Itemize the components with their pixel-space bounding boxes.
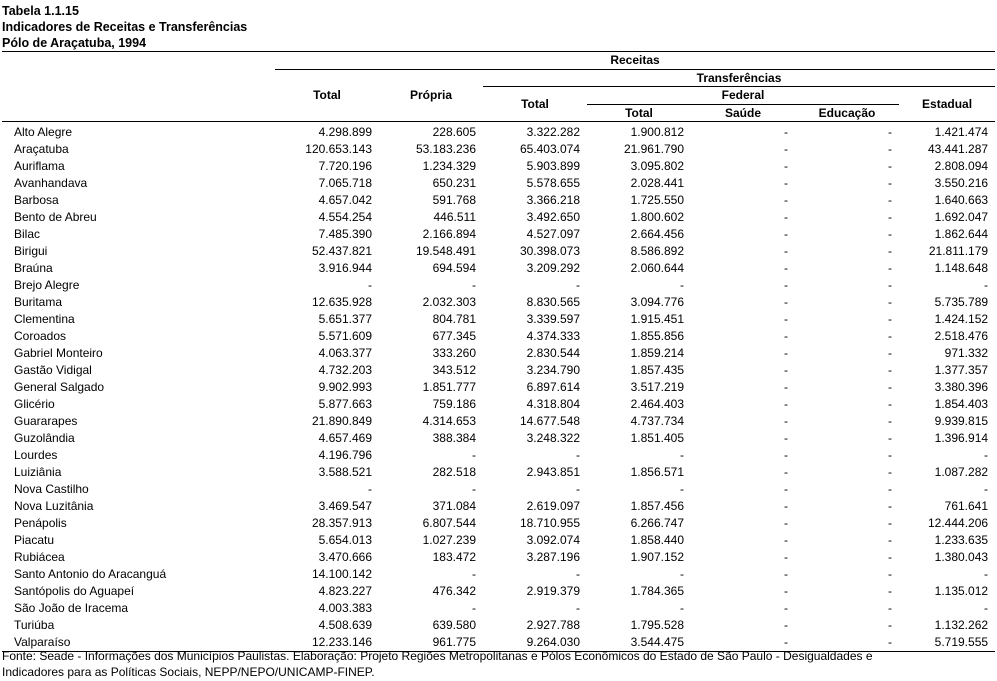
cell-transf-total: 5.578.655 xyxy=(526,176,580,190)
cell-saude: - xyxy=(784,431,788,445)
table-row xyxy=(2,566,995,583)
cell-estadual: 21.811.179 xyxy=(928,244,989,258)
cell-propria: 694.594 xyxy=(432,261,476,275)
cell-saude: - xyxy=(784,210,788,224)
cell-estadual: - xyxy=(984,567,989,581)
table-row xyxy=(2,260,995,277)
cell-transf-total: 65.403.074 xyxy=(519,142,580,156)
cell-propria: 677.345 xyxy=(432,329,476,343)
cell-total: 3.470.666 xyxy=(318,550,372,564)
cell-educacao: - xyxy=(888,397,892,411)
cell-transf-total: - xyxy=(576,601,580,615)
municipio-name: Nova Castilho xyxy=(14,482,89,496)
cell-educacao: - xyxy=(795,634,899,652)
cell-transf-total: 2.919.379 xyxy=(526,584,580,598)
table-row xyxy=(2,379,995,396)
cell-total: 4.003.383 xyxy=(318,601,372,615)
cell-estadual: - xyxy=(984,482,989,496)
cell-total: 21.890.849 xyxy=(311,414,372,428)
cell-federal-total: 1.856.571 xyxy=(630,465,684,479)
cell-total: 4.823.227 xyxy=(318,584,372,598)
cell-estadual: 2.808.094 xyxy=(934,159,989,173)
table-row xyxy=(2,294,995,311)
cell-saude: - xyxy=(784,278,788,292)
municipio-name: Guzolândia xyxy=(14,431,75,445)
table-row xyxy=(2,583,995,600)
cell-educacao: - xyxy=(888,193,892,207)
cell-transf-total: - xyxy=(576,482,580,496)
table-row xyxy=(2,175,995,192)
cell-saude: - xyxy=(784,567,788,581)
cell-estadual: 971.332 xyxy=(944,346,989,360)
cell-total: 4.732.203 xyxy=(318,363,372,377)
cell-total: 9.902.993 xyxy=(318,380,372,394)
table-row xyxy=(2,549,995,566)
cell-federal-total: 1.795.528 xyxy=(630,618,684,632)
cell-educacao: - xyxy=(888,176,892,190)
cell-transf-total: 2.927.788 xyxy=(526,618,580,632)
cell-estadual: 1.135.012 xyxy=(934,584,989,598)
cell-federal-total: 3.095.802 xyxy=(630,159,684,173)
cell-total: 3.916.944 xyxy=(318,261,372,275)
cell-transf-total: 2.943.851 xyxy=(526,465,580,479)
cell-federal-total: 1.725.550 xyxy=(630,193,684,207)
cell-transf-total: 3.287.196 xyxy=(526,550,580,564)
cell-propria: 650.231 xyxy=(432,176,476,190)
cell-total: 3.469.547 xyxy=(318,499,372,513)
cell-estadual: 1.148.648 xyxy=(934,261,989,275)
cell-educacao: - xyxy=(888,142,892,156)
cell-transf-total: 4.318.804 xyxy=(526,397,580,411)
cell-transf-total: 3.248.322 xyxy=(526,431,580,445)
cell-estadual: - xyxy=(984,278,989,292)
table-row xyxy=(2,158,995,175)
table-row xyxy=(2,226,995,243)
cell-propria: 2.032.303 xyxy=(422,295,476,309)
cell-transf-total: 3.339.597 xyxy=(526,312,580,326)
cell-saude: - xyxy=(784,380,788,394)
cell-federal-total: 8.586.892 xyxy=(630,244,684,258)
cell-estadual: 1.421.474 xyxy=(934,125,989,139)
cell-educacao: - xyxy=(888,550,892,564)
cell-total: 5.654.013 xyxy=(318,533,372,547)
municipio-name: Lourdes xyxy=(14,448,58,462)
cell-transf-total: - xyxy=(576,278,580,292)
table-number: Tabela 1.1.15 xyxy=(2,4,79,18)
cell-total: 52.437.821 xyxy=(311,244,372,258)
table-row xyxy=(2,345,995,362)
cell-total: 4.657.042 xyxy=(318,193,372,207)
municipio-name: Buritama xyxy=(14,295,63,309)
table-body xyxy=(2,122,995,652)
cell-educacao: - xyxy=(888,363,892,377)
cell-transf-total: 5.903.899 xyxy=(526,159,580,173)
header-federal-total: Total xyxy=(587,104,691,122)
cell-saude: - xyxy=(784,516,788,530)
cell-educacao: - xyxy=(888,482,892,496)
cell-propria: - xyxy=(472,482,476,496)
cell-educacao: - xyxy=(888,516,892,530)
cell-transf-total: 3.492.650 xyxy=(526,210,580,224)
cell-federal-total: 6.266.747 xyxy=(630,516,684,530)
cell-total: 5.651.377 xyxy=(318,312,372,326)
cell-federal-total: 21.961.790 xyxy=(623,142,684,156)
cell-propria: 804.781 xyxy=(432,312,476,326)
cell-federal-total: 2.060.644 xyxy=(630,261,684,275)
table-row xyxy=(2,277,995,294)
cell-educacao: - xyxy=(888,312,892,326)
cell-educacao: - xyxy=(888,159,892,173)
cell-saude: - xyxy=(784,295,788,309)
cell-total: 7.065.718 xyxy=(318,176,372,190)
cell-educacao: - xyxy=(888,499,892,513)
cell-estadual: 1.862.644 xyxy=(934,227,989,241)
cell-saude: - xyxy=(784,414,788,428)
table-row xyxy=(2,617,995,634)
cell-propria: 1.027.239 xyxy=(422,533,476,547)
cell-transf-total: 30.398.073 xyxy=(519,244,580,258)
cell-federal-total: 1.900.812 xyxy=(630,125,684,139)
municipio-name: Gastão Vidigal xyxy=(14,363,92,377)
cell-federal-total: 3.517.219 xyxy=(630,380,684,394)
municipio-name: Nova Luzitânia xyxy=(14,499,94,513)
cell-saude: - xyxy=(784,618,788,632)
municipio-name: Guararapes xyxy=(14,414,78,428)
cell-educacao: - xyxy=(888,601,892,615)
municipio-name: Glicério xyxy=(14,397,55,411)
cell-transf-total: - xyxy=(576,448,580,462)
cell-propria: - xyxy=(472,567,476,581)
cell-estadual: 1.233.635 xyxy=(934,533,989,547)
cell-federal-total: 1.851.405 xyxy=(630,431,684,445)
cell-estadual: 1.377.357 xyxy=(934,363,989,377)
cell-transf-total: 3.322.282 xyxy=(526,125,580,139)
table-row xyxy=(2,447,995,464)
cell-total: 4.508.639 xyxy=(318,618,372,632)
cell-estadual: 1.854.403 xyxy=(934,397,989,411)
cell-federal-total: 1.859.214 xyxy=(630,346,684,360)
cell-educacao: - xyxy=(888,278,892,292)
cell-saude: - xyxy=(784,584,788,598)
municipio-name: Araçatuba xyxy=(14,142,69,156)
cell-saude: - xyxy=(691,634,795,652)
header-estadual: Estadual xyxy=(899,87,995,122)
cell-estadual: 1.640.663 xyxy=(934,193,989,207)
cell-total: 4.063.377 xyxy=(318,346,372,360)
cell-saude: - xyxy=(784,193,788,207)
header-saude: Saúde xyxy=(691,104,795,122)
cell-saude: - xyxy=(784,499,788,513)
cell-saude: - xyxy=(784,244,788,258)
cell-federal-total: 3.544.475 xyxy=(587,634,691,652)
cell-saude: - xyxy=(784,261,788,275)
table-row xyxy=(2,600,995,617)
table-row xyxy=(2,430,995,447)
cell-educacao: - xyxy=(888,329,892,343)
cell-transf-total: 4.374.333 xyxy=(526,329,580,343)
cell-educacao: - xyxy=(888,465,892,479)
cell-saude: - xyxy=(784,142,788,156)
source-note xyxy=(2,648,995,680)
cell-federal-total: 3.094.776 xyxy=(630,295,684,309)
cell-transf-total: 3.366.218 xyxy=(526,193,580,207)
cell-estadual: 1.424.152 xyxy=(934,312,989,326)
cell-transf-total: - xyxy=(576,567,580,581)
cell-educacao: - xyxy=(888,533,892,547)
cell-educacao: - xyxy=(888,244,892,258)
cell-propria: 343.512 xyxy=(432,363,476,377)
table-row xyxy=(2,498,995,515)
cell-propria: 228.605 xyxy=(432,125,476,139)
cell-educacao: - xyxy=(888,380,892,394)
cell-saude: - xyxy=(784,363,788,377)
cell-saude: - xyxy=(784,397,788,411)
cell-educacao: - xyxy=(888,618,892,632)
cell-educacao: - xyxy=(888,346,892,360)
cell-educacao: - xyxy=(888,125,892,139)
cell-educacao: - xyxy=(888,431,892,445)
cell-total: 5.571.609 xyxy=(318,329,372,343)
cell-propria: 333.260 xyxy=(432,346,476,360)
cell-educacao: - xyxy=(888,261,892,275)
cell-total: 7.485.390 xyxy=(318,227,372,241)
cell-transf-total: 6.897.614 xyxy=(526,380,580,394)
cell-estadual: 5.735.789 xyxy=(934,295,989,309)
municipio-name: Santo Antonio do Aracanguá xyxy=(14,567,167,581)
cell-total: 12.233.146 xyxy=(275,634,379,652)
cell-propria: 1.851.777 xyxy=(422,380,476,394)
municipio-name: General Salgado xyxy=(14,380,105,394)
municipio-name: Santópolis do Aguapeí xyxy=(14,584,135,598)
cell-transf-total: 3.209.292 xyxy=(526,261,580,275)
cell-saude: - xyxy=(784,312,788,326)
cell-total: 7.720.196 xyxy=(318,159,372,173)
municipio-name: Coroados xyxy=(14,329,67,343)
cell-saude: - xyxy=(784,125,788,139)
municipio-name: Penápolis xyxy=(14,516,67,530)
table-row xyxy=(2,515,995,532)
table-row xyxy=(2,532,995,549)
cell-transf-total: 9.264.030 xyxy=(483,634,587,652)
cell-estadual: 12.444.206 xyxy=(927,516,989,530)
municipio-name: Birigui xyxy=(14,244,48,258)
table-header xyxy=(2,52,995,122)
municipio-name: Auriflama xyxy=(14,159,65,173)
municipio-name: Braúna xyxy=(14,261,53,275)
header-receitas: Receitas xyxy=(275,52,995,70)
cell-saude: - xyxy=(784,550,788,564)
cell-estadual: 2.518.476 xyxy=(934,329,989,343)
header-transf-total: Total xyxy=(483,87,587,122)
cell-estadual: 1.692.047 xyxy=(934,210,989,224)
cell-propria: 53.183.236 xyxy=(415,142,476,156)
source-note-line-1: Fonte: Seade - Informações dos Municípios Paulistas. Elaboração: Projeto Regiões Metropolitanas e Pólos Econômicos do Estado de São Paulo - Desigualdades e xyxy=(2,649,873,663)
cell-total: 5.877.663 xyxy=(318,397,372,411)
municipio-name: Brejo Alegre xyxy=(14,278,80,292)
municipio-name: Clementina xyxy=(14,312,75,326)
cell-federal-total: - xyxy=(680,567,684,581)
cell-total: 14.100.142 xyxy=(311,567,372,581)
header-propria: Própria xyxy=(379,69,483,122)
cell-federal-total: 1.857.456 xyxy=(630,499,684,513)
cell-federal-total: 2.028.441 xyxy=(630,176,684,190)
cell-estadual: 5.719.555 xyxy=(899,634,995,652)
cell-total: 4.657.469 xyxy=(318,431,372,445)
table-row xyxy=(2,413,995,430)
cell-total: 4.554.254 xyxy=(318,210,372,224)
cell-total: 4.298.899 xyxy=(318,125,372,139)
cell-propria: 639.580 xyxy=(432,618,476,632)
cell-propria: 759.186 xyxy=(432,397,476,411)
cell-federal-total: - xyxy=(680,448,684,462)
cell-total: 12.635.928 xyxy=(311,295,372,309)
cell-transf-total: 4.527.097 xyxy=(526,227,580,241)
table-row xyxy=(2,481,995,498)
data-table xyxy=(2,51,995,652)
municipio-name: Avanhandava xyxy=(14,176,88,190)
municipio-name: Turiúba xyxy=(14,618,55,632)
cell-propria: 282.518 xyxy=(432,465,476,479)
cell-estadual: 43.441.287 xyxy=(927,142,989,156)
cell-propria: 19.548.491 xyxy=(415,244,476,258)
cell-propria: 371.084 xyxy=(432,499,476,513)
cell-total: - xyxy=(368,482,372,496)
cell-estadual: - xyxy=(984,448,989,462)
cell-saude: - xyxy=(784,601,788,615)
cell-federal-total: - xyxy=(680,601,684,615)
cell-propria: - xyxy=(472,601,476,615)
cell-educacao: - xyxy=(888,567,892,581)
municipio-name: Gabriel Monteiro xyxy=(14,346,103,360)
table-subtitle: Pólo de Araçatuba, 1994 xyxy=(2,36,147,50)
municipio-name: Barbosa xyxy=(14,193,59,207)
cell-federal-total: 1.857.435 xyxy=(630,363,684,377)
cell-federal-total: - xyxy=(680,278,684,292)
cell-federal-total: - xyxy=(680,482,684,496)
table-row xyxy=(2,311,995,328)
cell-total: 3.588.521 xyxy=(318,465,372,479)
header-total: Total xyxy=(275,69,379,122)
table-row xyxy=(2,362,995,379)
cell-estadual: 761.641 xyxy=(944,499,989,513)
cell-educacao: - xyxy=(888,448,892,462)
municipio-name: São João de Iracema xyxy=(14,601,129,615)
cell-estadual: 3.550.216 xyxy=(934,176,989,190)
cell-federal-total: 1.915.451 xyxy=(630,312,684,326)
cell-propria: - xyxy=(472,278,476,292)
table-caption xyxy=(2,3,247,51)
cell-propria: - xyxy=(472,448,476,462)
cell-transf-total: 14.677.548 xyxy=(519,414,580,428)
cell-propria: 591.768 xyxy=(432,193,476,207)
header-educacao: Educação xyxy=(795,104,899,122)
cell-saude: - xyxy=(784,482,788,496)
cell-propria: 476.342 xyxy=(432,584,476,598)
cell-saude: - xyxy=(784,346,788,360)
cell-educacao: - xyxy=(888,584,892,598)
cell-transf-total: 8.830.565 xyxy=(526,295,580,309)
table-row xyxy=(2,396,995,413)
cell-federal-total: 1.784.365 xyxy=(630,584,684,598)
cell-saude: - xyxy=(784,329,788,343)
table-row xyxy=(2,141,995,158)
cell-federal-total: 2.664.456 xyxy=(630,227,684,241)
cell-federal-total: 4.737.734 xyxy=(630,414,684,428)
cell-total: 28.357.913 xyxy=(311,516,372,530)
cell-estadual: 1.380.043 xyxy=(934,550,989,564)
cell-propria: 183.472 xyxy=(432,550,476,564)
municipio-name: Bento de Abreu xyxy=(14,210,97,224)
cell-federal-total: 1.855.856 xyxy=(630,329,684,343)
cell-transf-total: 3.234.790 xyxy=(526,363,580,377)
municipio-name: Piacatu xyxy=(14,533,55,547)
cell-estadual: 1.396.914 xyxy=(934,431,989,445)
cell-propria: 446.511 xyxy=(433,210,476,224)
cell-educacao: - xyxy=(888,295,892,309)
table-row xyxy=(2,328,995,345)
cell-transf-total: 3.092.074 xyxy=(526,533,580,547)
cell-estadual: 3.380.396 xyxy=(934,380,989,394)
cell-federal-total: 1.858.440 xyxy=(630,533,684,547)
cell-federal-total: 1.907.152 xyxy=(630,550,684,564)
cell-estadual: 1.132.262 xyxy=(934,618,989,632)
cell-estadual: - xyxy=(984,601,989,615)
cell-educacao: - xyxy=(888,210,892,224)
municipio-name: Rubiácea xyxy=(14,550,65,564)
municipio-name: Luiziânia xyxy=(14,465,62,479)
table-row xyxy=(2,243,995,260)
cell-estadual: 9.939.815 xyxy=(934,414,989,428)
cell-saude: - xyxy=(784,176,788,190)
header-transferencias: Transferências xyxy=(483,69,995,87)
cell-propria: 6.807.544 xyxy=(422,516,476,530)
cell-federal-total: 2.464.403 xyxy=(630,397,684,411)
cell-saude: - xyxy=(784,465,788,479)
cell-propria: 1.234.329 xyxy=(422,159,476,173)
cell-transf-total: 18.710.955 xyxy=(519,516,580,530)
cell-educacao: - xyxy=(888,414,892,428)
cell-saude: - xyxy=(784,533,788,547)
municipio-name: Valparaíso xyxy=(2,634,275,652)
cell-saude: - xyxy=(784,227,788,241)
municipio-name: Bilac xyxy=(14,227,41,241)
table-row xyxy=(2,464,995,481)
cell-transf-total: 2.830.544 xyxy=(526,346,580,360)
table-row xyxy=(2,209,995,226)
cell-educacao: - xyxy=(888,227,892,241)
cell-total: 4.196.796 xyxy=(318,448,372,462)
table-row xyxy=(2,122,995,142)
cell-transf-total: 2.619.097 xyxy=(526,499,580,513)
cell-estadual: 1.087.282 xyxy=(934,465,989,479)
table-title: Indicadores de Receitas e Transferências xyxy=(2,20,248,34)
cell-saude: - xyxy=(784,448,788,462)
cell-propria: 388.384 xyxy=(432,431,476,445)
cell-total: 120.653.143 xyxy=(305,142,372,156)
cell-saude: - xyxy=(784,159,788,173)
municipio-name: Alto Alegre xyxy=(14,125,73,139)
table-row xyxy=(2,192,995,209)
cell-total: - xyxy=(368,278,372,292)
header-federal: Federal xyxy=(587,87,899,105)
cell-propria: 2.166.894 xyxy=(422,227,476,241)
cell-propria: 4.314.653 xyxy=(422,414,476,428)
cell-propria: 961.775 xyxy=(379,634,483,652)
cell-federal-total: 1.800.602 xyxy=(630,210,684,224)
source-note-line-2: Indicadores para as Políticas Sociais, NEPP/NEPO/UNICAMP-FINEP. xyxy=(2,665,375,679)
